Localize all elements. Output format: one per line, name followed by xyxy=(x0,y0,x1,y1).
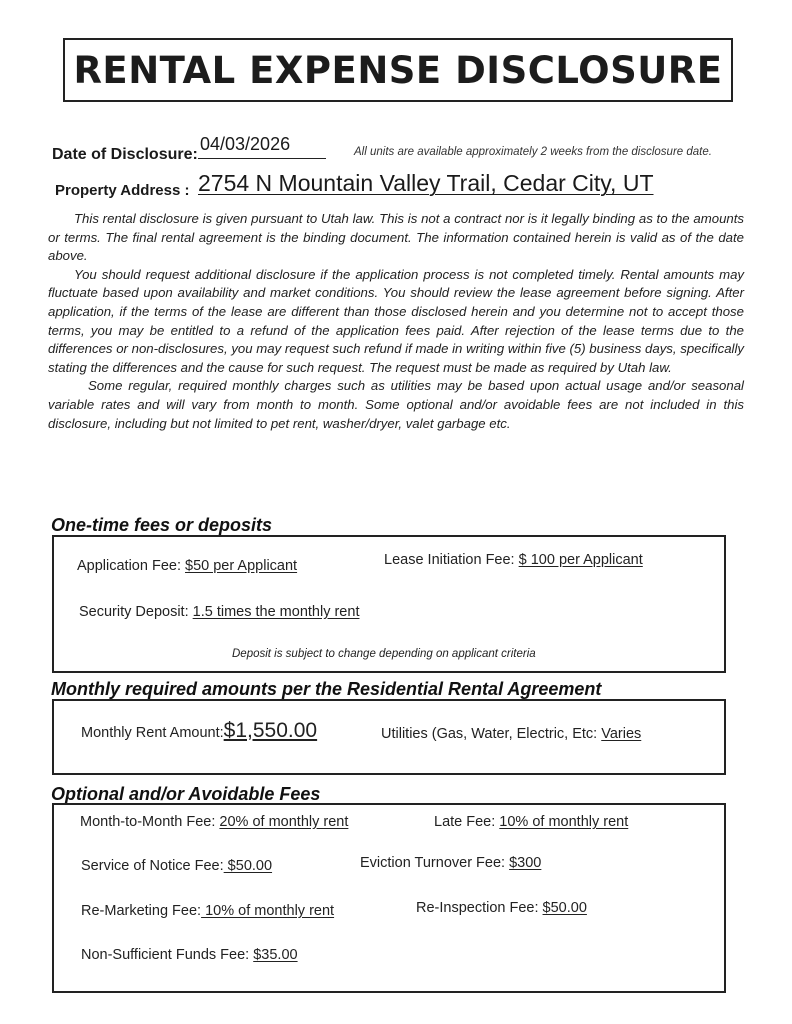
eviction-turnover-fee-label: Eviction Turnover Fee: xyxy=(360,855,510,871)
paragraph-2: You should request additional disclosure if the application process is not completed timely. Rental amounts may fluctuate based upon availability and market conditions. You should review the lease agreement before signing. After application, if the terms of the lease are different than those disclosed herein and you determine not to accept those terms, you may be entitled to a refund of the application fees paid. After rejection of the lease terms due to the differences or non-disclosures, you may request such refund if made in writing within five (5) business days, specifically stating the differences and the cause for such request. The request must be made as required by Utah law. xyxy=(48,266,744,375)
lease-initiation-fee xyxy=(384,552,643,568)
re-inspection-fee-value: $50.00 xyxy=(542,900,587,916)
re-marketing-fee xyxy=(81,903,334,919)
deposit-note: Deposit is subject to change depending on applicant criteria xyxy=(232,648,536,660)
availability-note: All units are available approximately 2 weeks from the disclosure date. xyxy=(354,146,712,158)
address-label: Property Address : xyxy=(55,182,190,199)
service-of-notice-fee-label: Service of Notice Fee: xyxy=(81,858,224,874)
title-box xyxy=(63,38,733,102)
one-time-box xyxy=(52,535,726,673)
monthly-rent-label: Monthly Rent Amount: xyxy=(81,725,224,741)
application-fee-value: $50 per Applicant xyxy=(185,558,298,574)
eviction-turnover-fee-value: $300 xyxy=(509,855,542,871)
month-to-month-fee xyxy=(80,814,348,830)
date-row xyxy=(52,134,762,164)
application-fee-label: Application Fee: xyxy=(77,558,186,574)
re-marketing-fee-value: 10% of monthly rent xyxy=(201,903,335,919)
month-to-month-fee-label: Month-to-Month Fee: xyxy=(80,814,220,830)
utilities xyxy=(381,726,641,742)
eviction-turnover-fee xyxy=(360,855,541,871)
late-fee-label: Late Fee: xyxy=(434,814,500,830)
monthly-rent xyxy=(81,719,317,743)
monthly-heading: Monthly required amounts per the Residential Rental Agreement xyxy=(51,679,602,699)
date-field xyxy=(198,134,326,159)
service-of-notice-fee xyxy=(81,858,272,874)
lease-initiation-fee-value: $ 100 per Applicant xyxy=(518,552,643,568)
nsf-fee-value: $35.00 xyxy=(253,947,298,963)
date-label: Date of Disclosure: xyxy=(52,146,198,163)
document-title: RENTAL EXPENSE DISCLOSURE xyxy=(73,48,723,92)
re-inspection-fee xyxy=(416,900,587,916)
security-deposit xyxy=(79,604,359,620)
application-fee xyxy=(77,558,297,574)
paragraph-1: This rental disclosure is given pursuant to Utah law. This is not a contract nor is it legally binding as to the amounts or terms. The final rental agreement is the binding document. The information contained herein is valid as of the date above. xyxy=(48,211,744,264)
disclosure-text xyxy=(48,210,744,433)
lease-initiation-fee-label: Lease Initiation Fee: xyxy=(384,552,519,568)
nsf-fee-label: Non-Sufficient Funds Fee: xyxy=(81,947,254,963)
address-value: 2754 N Mountain Valley Trail, Cedar City, UT xyxy=(198,170,654,196)
utilities-label: Utilities (Gas, Water, Electric, Etc: xyxy=(381,726,602,742)
optional-heading: Optional and/or Avoidable Fees xyxy=(51,784,321,804)
optional-box xyxy=(52,803,726,993)
security-deposit-label: Security Deposit: xyxy=(79,604,193,620)
date-value: 04/03/2026 xyxy=(200,134,291,154)
re-marketing-fee-label: Re-Marketing Fee: xyxy=(81,903,202,919)
address-row xyxy=(55,170,765,204)
paragraph-3: Some regular, required monthly charges such as utilities may be based upon actual usage and/or seasonal variable rates and will vary from month to month. Some optional and/or avoidable fees are not included in this disclosure, including but not limited to pet rent, washer/dryer, valet garbage etc. xyxy=(48,378,744,431)
one-time-heading: One-time fees or deposits xyxy=(51,515,273,535)
nsf-fee xyxy=(81,947,298,963)
re-inspection-fee-label: Re-Inspection Fee: xyxy=(416,900,543,916)
late-fee-value: 10% of monthly rent xyxy=(499,814,629,830)
security-deposit-value: 1.5 times the monthly rent xyxy=(192,604,360,620)
month-to-month-fee-value: 20% of monthly rent xyxy=(219,814,349,830)
service-of-notice-fee-value: $50.00 xyxy=(223,858,273,874)
monthly-rent-value: $1,550.00 xyxy=(223,719,318,742)
utilities-value: Varies xyxy=(601,726,642,742)
late-fee xyxy=(434,814,628,830)
monthly-box xyxy=(52,699,726,775)
